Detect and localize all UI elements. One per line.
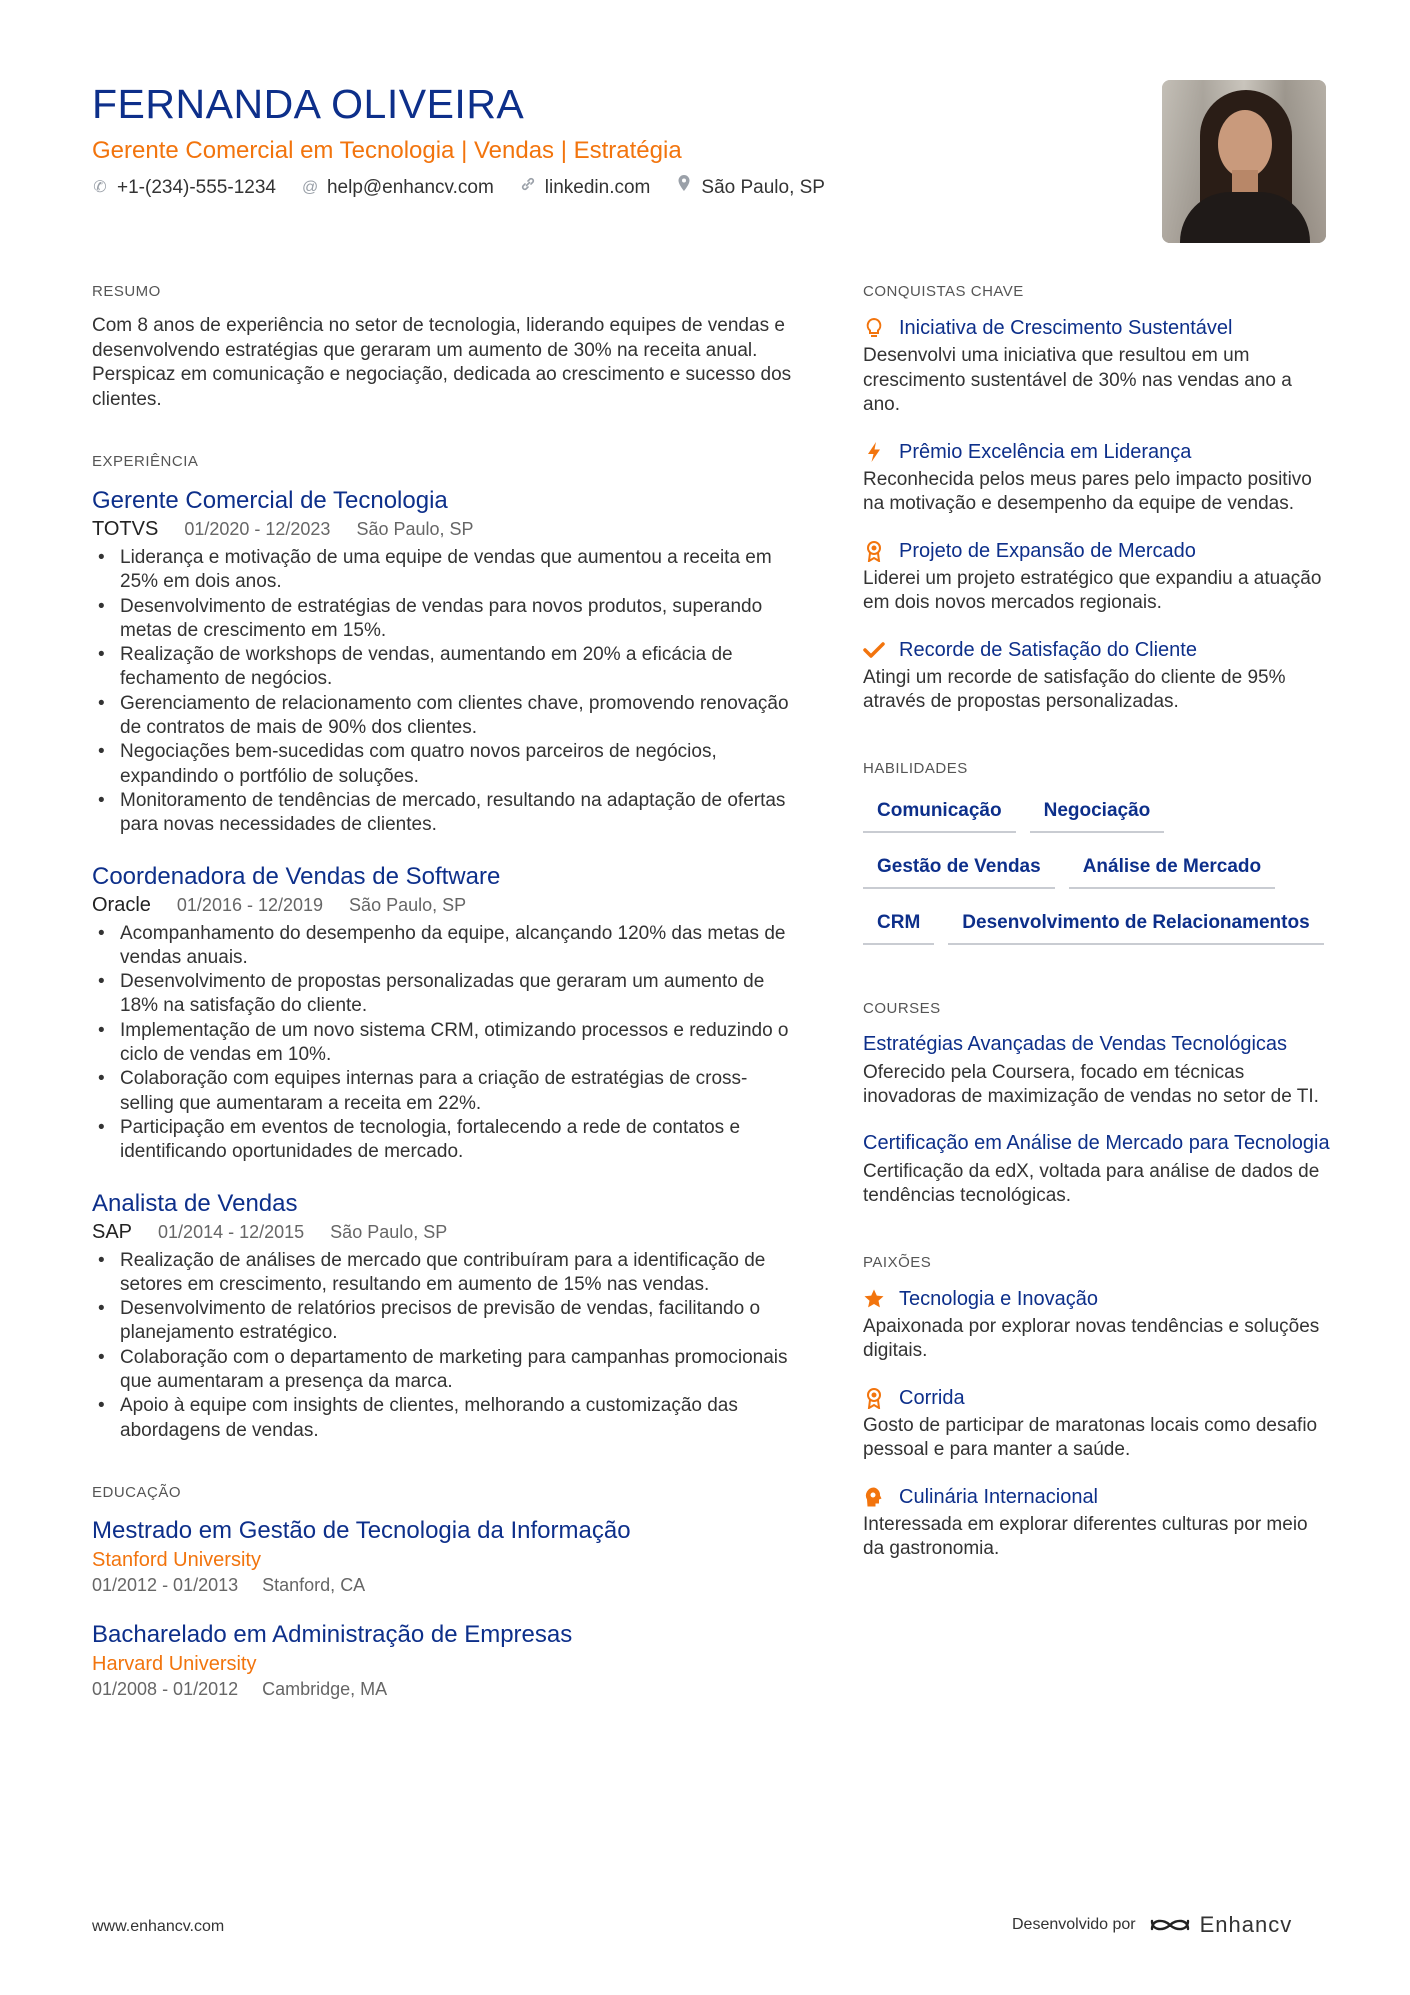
education-degree: Bacharelado em Administração de Empresas [92, 1620, 573, 1648]
location-pin-icon [676, 174, 692, 202]
job-bullet: • Colaboração com equipes internas para a criação de estratégias de cross-selling que aumentaram a receita em 22%. [92, 1067, 792, 1116]
contact-phone-text: +1-(234)-555-1234 [117, 177, 276, 198]
summary-title: RESUMO [92, 283, 161, 300]
achievement-item [863, 636, 1333, 715]
job-title: Analista de Vendas [92, 1189, 298, 1217]
skill-tag: Desenvolvimento de Relacionamentos [948, 903, 1323, 945]
profile-photo [1162, 80, 1326, 243]
achievements-title: CONQUISTAS CHAVE [863, 283, 1024, 300]
summary-text: Com 8 anos de experiência no setor de tecnologia, liderando equipes de vendas e desenvolvendo estratégias que geraram um aumento de 30% na receita anual. Perspicaz em comunicação e negociação, dedicada ao crescimento e sucesso dos clientes. [92, 315, 792, 410]
job-dates: 01/2020 - 12/2023 [184, 519, 331, 539]
experience-section [92, 452, 792, 1443]
passion-desc: Apaixonada por explorar novas tendências e soluções digitais. [863, 1315, 1320, 1361]
education-location: Cambridge, MA [262, 1678, 388, 1699]
contact-bar [92, 174, 1092, 202]
education-section [92, 1483, 792, 1701]
enhancv-logo-text: Enhancv [1199, 1912, 1293, 1937]
job-bullet: • Desenvolvimento de estratégias de vendas para novos produtos, superando metas de crescimento em 15%. [92, 595, 792, 644]
passion-item [863, 1384, 1333, 1463]
achievement-title: Iniciativa de Crescimento Sustentável [899, 317, 1233, 339]
achievement-desc: Atingi um recorde de satisfação do cliente de 95% através de propostas personalizadas. [863, 666, 1286, 712]
job-bullet: • Colaboração com o departamento de marketing para campanhas promocionais que aumentaram a presença da marca. [92, 1346, 792, 1395]
achievement-desc: Reconhecida pelos meus pares pelo impacto positivo na motivação e desempenho da equipe de vendas. [863, 468, 1312, 514]
job-meta [92, 516, 792, 542]
skills-section [863, 759, 1333, 959]
checkmark-icon [863, 638, 885, 662]
candidate-headline: Gerente Comercial em Tecnologia | Vendas | Estratégia [92, 137, 682, 164]
achievement-title: Recorde de Satisfação do Cliente [899, 638, 1197, 661]
skill-tag: CRM [863, 903, 934, 945]
summary-section [92, 282, 792, 412]
achievement-title: Projeto de Expansão de Mercado [899, 539, 1196, 562]
job-location: São Paulo, SP [349, 894, 467, 915]
passion-desc: Gosto de participar de maratonas locais como desafio pessoal e para manter a saúde. [863, 1414, 1318, 1460]
job-bullet: • Negociações bem-sucedidas com quatro novos parceiros de negócios, expandindo o portfólio de soluções. [92, 740, 792, 789]
contact-linkedin-text[interactable]: linkedin.com [544, 177, 651, 198]
skill-tag: Análise de Mercado [1069, 847, 1275, 889]
phone-icon: ✆ [93, 179, 107, 196]
job-company: SAP [92, 1220, 133, 1243]
head-profile-icon [863, 1485, 885, 1509]
contact-email[interactable] [302, 174, 494, 202]
job-entry [92, 486, 792, 838]
lightning-bolt-icon [863, 440, 885, 464]
skill-tag: Negociação [1030, 791, 1165, 833]
education-dates: 01/2012 - 01/2013 [92, 1574, 239, 1595]
course-item [863, 1031, 1333, 1110]
footer-website[interactable]: www.enhancv.com [92, 1918, 225, 1935]
courses-section [863, 999, 1333, 1209]
job-company: TOTVS [92, 518, 159, 540]
job-title: Coordenadora de Vendas de Software [92, 862, 501, 890]
skill-tag: Comunicação [863, 791, 1016, 833]
job-bullets [92, 922, 792, 1165]
job-company: Oracle [92, 893, 151, 916]
achievement-item [863, 537, 1333, 616]
job-location: São Paulo, SP [330, 1221, 448, 1242]
passion-desc: Interessada em explorar diferentes culturas por meio da gastronomia. [863, 1513, 1308, 1559]
skill-tag: Gestão de Vendas [863, 847, 1055, 889]
achievement-desc: Desenvolvi uma iniciativa que resultou em um crescimento sustentável de 30% nas vendas ano a ano. [863, 345, 1292, 415]
job-bullet: • Liderança e motivação de uma equipe de vendas que aumentou a receita em 25% em dois anos. [92, 546, 792, 595]
passion-title: Culinária Internacional [899, 1485, 1099, 1508]
achievement-item [863, 314, 1333, 418]
course-title: Certificação em Análise de Mercado para Tecnologia [863, 1131, 1330, 1154]
right-column [863, 282, 1333, 1562]
left-column [92, 282, 792, 1701]
job-meta [92, 1219, 792, 1245]
enhancv-logo[interactable] [1148, 1912, 1293, 1938]
passions-section [863, 1253, 1333, 1562]
education-meta [92, 1677, 792, 1701]
star-icon [863, 1287, 885, 1311]
job-entry [92, 1189, 792, 1443]
contact-linkedin[interactable] [520, 174, 651, 202]
course-title: Estratégias Avançadas de Vendas Tecnológicas [863, 1032, 1288, 1055]
job-dates: 01/2014 - 12/2015 [158, 1221, 305, 1242]
passion-title: Corrida [899, 1386, 965, 1409]
footer-branding [1012, 1912, 1292, 1938]
job-bullet: • Apoio à equipe com insights de clientes, melhorando a customização das abordagens de vendas. [92, 1394, 792, 1443]
education-school: Stanford University [92, 1548, 261, 1571]
education-title: EDUCAÇÃO [92, 1483, 182, 1501]
job-bullet: • Gerenciamento de relacionamento com clientes chave, promovendo renovação de contratos de mais de 90% dos clientes. [92, 692, 792, 741]
job-dates: 01/2016 - 12/2019 [176, 894, 324, 915]
passion-item [863, 1285, 1333, 1364]
courses-title: COURSES [863, 999, 941, 1017]
course-desc: Oferecido pela Coursera, focado em técnicas inovadoras de maximização de vendas no setor de TI. [863, 1061, 1319, 1107]
skills-list [863, 791, 1333, 959]
education-location: Stanford, CA [262, 1574, 366, 1595]
job-bullet: • Realização de workshops de vendas, aumentando em 20% a eficácia de fechamento de negócios. [92, 643, 792, 692]
achievement-item [863, 438, 1333, 517]
achievement-title: Prêmio Excelência em Liderança [899, 440, 1192, 463]
enhancv-logo-icon [1148, 1913, 1194, 1937]
education-dates: 01/2008 - 01/2012 [92, 1678, 239, 1699]
contact-location [676, 174, 825, 202]
education-entry [92, 1515, 792, 1597]
powered-by-text: Desenvolvido por [1012, 1916, 1136, 1933]
skills-title: HABILIDADES [863, 759, 968, 777]
candidate-name: FERNANDA OLIVEIRA [92, 81, 525, 127]
link-icon [520, 174, 536, 202]
job-bullet: • Desenvolvimento de relatórios precisos de previsão de vendas, facilitando o planejamento estratégico. [92, 1297, 792, 1346]
achievement-desc: Liderei um projeto estratégico que expandiu a atuação em dois novos mercados regionais. [863, 567, 1322, 613]
job-bullet: • Realização de análises de mercado que contribuíram para a identificação de setores em crescimento, resultando em aumento de 15% nas vendas. [92, 1249, 792, 1298]
passion-title: Tecnologia e Inovação [899, 1287, 1099, 1310]
job-entry [92, 862, 792, 1165]
award-ribbon-icon [863, 539, 885, 563]
passions-title: PAIXÕES [863, 1253, 932, 1271]
job-bullet: • Acompanhamento do desempenho da equipe, alcançando 120% das metas de vendas anuais. [92, 922, 792, 971]
education-meta [92, 1573, 792, 1597]
experience-title: EXPERIÊNCIA [92, 453, 199, 470]
course-item [863, 1130, 1333, 1209]
achievements-section [863, 282, 1333, 715]
contact-location-text: São Paulo, SP [701, 177, 825, 198]
course-desc: Certificação da edX, voltada para análise de dados de tendências tecnológicas. [863, 1160, 1320, 1206]
education-degree: Mestrado em Gestão de Tecnologia da Informação [92, 1516, 631, 1544]
contact-phone [92, 174, 276, 202]
job-location: São Paulo, SP [356, 519, 474, 539]
job-bullets [92, 546, 792, 838]
resume-header [92, 78, 1092, 202]
education-school: Harvard University [92, 1652, 257, 1675]
at-icon: @ [301, 179, 319, 196]
passion-item [863, 1483, 1333, 1562]
job-bullet: • Monitoramento de tendências de mercado, resultando na adaptação de ofertas para novas necessidades de clientes. [92, 789, 792, 838]
education-entry [92, 1619, 792, 1701]
job-bullet: • Desenvolvimento de propostas personalizadas que geraram um aumento de 18% na satisfação do cliente. [92, 970, 792, 1019]
lightbulb-icon [863, 316, 885, 340]
job-title: Gerente Comercial de Tecnologia [92, 487, 448, 514]
job-bullet: • Implementação de um novo sistema CRM, otimizando processos e reduzindo o ciclo de vendas em 10%. [92, 1019, 792, 1068]
job-bullets [92, 1249, 792, 1443]
job-bullet: • Participação em eventos de tecnologia, fortalecendo a rede de contatos e identificando oportunidades de mercado. [92, 1116, 792, 1165]
job-meta [92, 892, 792, 918]
contact-email-text[interactable]: help@enhancv.com [326, 177, 494, 198]
award-ribbon-icon [863, 1386, 885, 1410]
